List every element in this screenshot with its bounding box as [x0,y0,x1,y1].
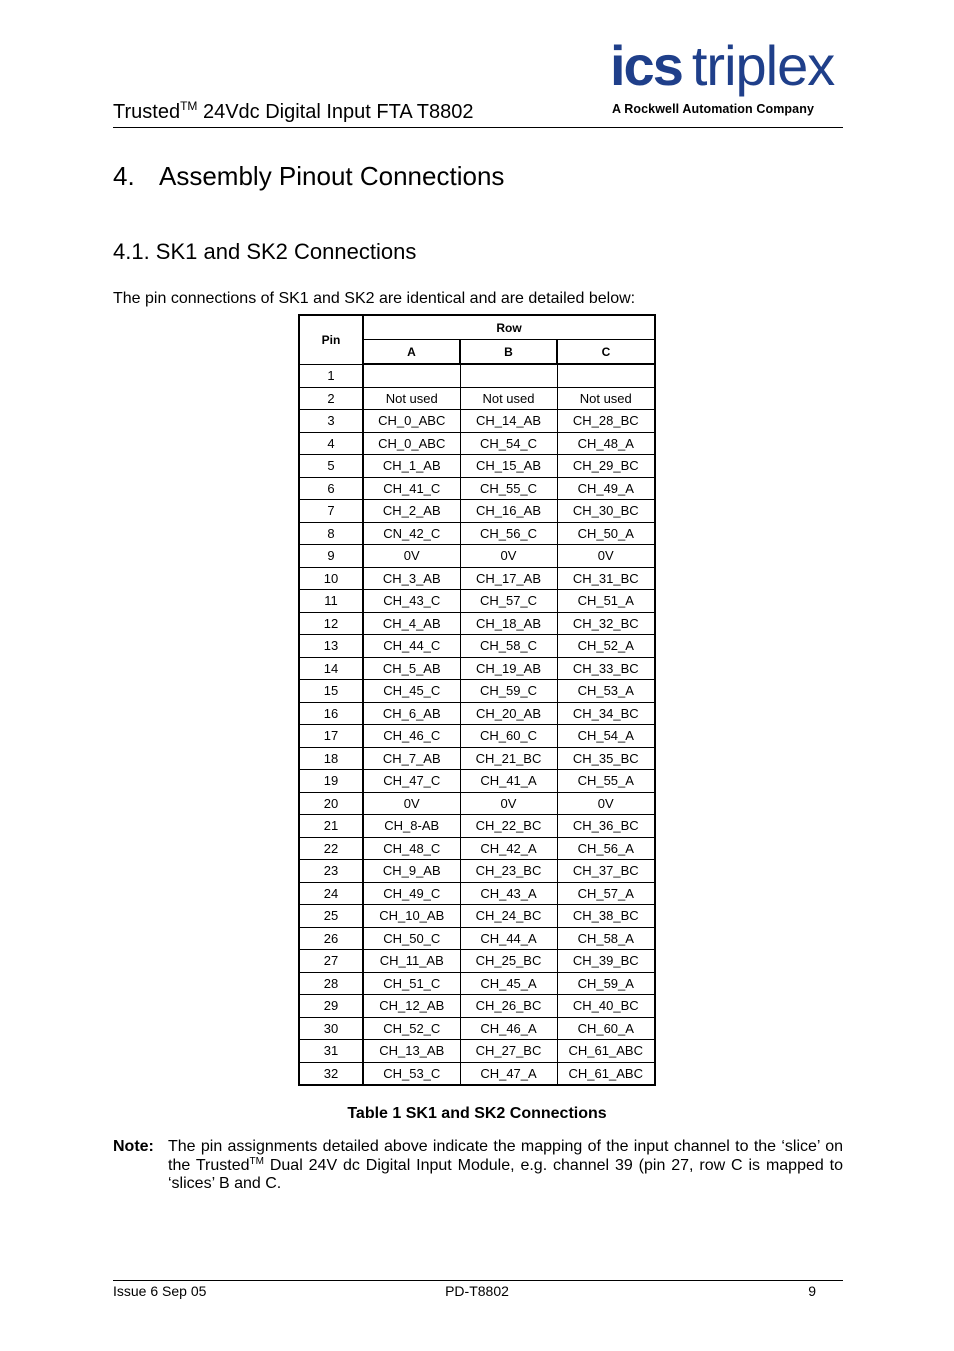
intro-paragraph: The pin connections of SK1 and SK2 are identical and are detailed below: [113,290,636,307]
row-c-cell: CH_51_A [557,590,655,613]
row-b-cell: CH_14_AB [460,410,557,433]
table-row [299,747,655,770]
pin-number-cell: 4 [299,432,363,455]
row-b-cell: CH_18_AB [460,612,557,635]
row-a-cell: 0V [363,792,460,815]
row-a-cell: CH_10_AB [363,905,460,928]
table-row [299,387,655,410]
table-row [299,972,655,995]
row-b-cell: CH_22_BC [460,815,557,838]
pin-number-cell: 27 [299,950,363,973]
table-row [299,567,655,590]
pin-number-cell: 20 [299,792,363,815]
row-b-cell: CH_45_A [460,972,557,995]
table-row [299,657,655,680]
note-trademark-superscript: TM [249,1155,264,1167]
pin-number-cell: 25 [299,905,363,928]
pin-number-cell: 14 [299,657,363,680]
table-row [299,477,655,500]
row-b-cell: 0V [460,792,557,815]
row-a-cell: CH_51_C [363,972,460,995]
pin-number-cell: 31 [299,1040,363,1063]
row-b-cell: Not used [460,387,557,410]
row-a-cell: Not used [363,387,460,410]
logo-ics: ics [610,34,682,97]
row-a-cell: CH_0_ABC [363,410,460,433]
pin-number-cell: 8 [299,522,363,545]
pin-number-cell: 29 [299,995,363,1018]
pin-number-cell: 17 [299,725,363,748]
pin-number-cell: 23 [299,860,363,883]
pin-number-cell: 15 [299,680,363,703]
section-heading [113,159,504,193]
row-c-cell: CH_38_BC [557,905,655,928]
table-row [299,455,655,478]
row-b-cell: CH_19_AB [460,657,557,680]
pin-number-cell: 18 [299,747,363,770]
row-a-cell: CH_44_C [363,635,460,658]
footer-issue: Issue 6 Sep 05 [113,1283,207,1299]
row-c-cell: CH_61_ABC [557,1062,655,1085]
row-c-cell: CH_29_BC [557,455,655,478]
row-c-cell: CH_36_BC [557,815,655,838]
row-a-cell: CH_0_ABC [363,432,460,455]
row-c-cell: CH_31_BC [557,567,655,590]
row-b-cell: CH_54_C [460,432,557,455]
pin-number-cell: 24 [299,882,363,905]
pin-number-cell: 5 [299,455,363,478]
table-row [299,702,655,725]
row-c-cell: CH_33_BC [557,657,655,680]
row-a-cell: CH_3_AB [363,567,460,590]
row-a-cell: CH_8-AB [363,815,460,838]
row-a-cell: CH_7_AB [363,747,460,770]
pin-number-cell: 3 [299,410,363,433]
row-b-cell: 0V [460,545,557,568]
row-c-cell: CH_34_BC [557,702,655,725]
pin-number-cell: 6 [299,477,363,500]
table-row [299,545,655,568]
pin-number-cell: 2 [299,387,363,410]
table-row [299,364,655,387]
row-c-cell: CH_53_A [557,680,655,703]
row-a-cell: CH_43_C [363,590,460,613]
note-label: Note: [113,1138,154,1155]
table-row [299,725,655,748]
table-row [299,590,655,613]
table-row [299,635,655,658]
table-row [299,522,655,545]
table-row [299,1062,655,1085]
logo-triplex: triplex [691,34,835,97]
row-b-cell: CH_43_A [460,882,557,905]
row-a-cell: CH_11_AB [363,950,460,973]
note-text-start: The pin assignments detailed above indicate the mapping of the input channel to the ‘slice’ on the Trusted [168,1138,843,1174]
row-b-cell: CH_58_C [460,635,557,658]
row-b-cell: CH_23_BC [460,860,557,883]
pin-number-cell: 22 [299,837,363,860]
pin-number-cell: 1 [299,364,363,387]
row-b-cell: CH_57_C [460,590,557,613]
note-text-end: Dual 24V dc Digital Input Module, e.g. channel 39 (pin 27, row C is mapped to ‘slices’ B and C. [168,1156,844,1192]
section-title: Assembly Pinout Connections [159,161,505,191]
table-row [299,927,655,950]
row-c-cell: CH_28_BC [557,410,655,433]
row-b-cell: CH_44_A [460,927,557,950]
row-c-cell: CH_55_A [557,770,655,793]
row-a-cell: CH_41_C [363,477,460,500]
row-c-cell [557,364,655,387]
row-b-cell: CH_16_AB [460,500,557,523]
table-row [299,837,655,860]
table-row [299,612,655,635]
row-a-cell [363,364,460,387]
row-b-cell: CH_42_A [460,837,557,860]
row-b-cell: CH_20_AB [460,702,557,725]
table-row [299,432,655,455]
pin-number-cell: 16 [299,702,363,725]
row-c-cell: CH_50_A [557,522,655,545]
row-a-cell: CH_48_C [363,837,460,860]
header-title [113,98,473,126]
row-c-cell: CH_56_A [557,837,655,860]
row-b-cell: CH_21_BC [460,747,557,770]
row-a-cell: CH_49_C [363,882,460,905]
ics-triplex-logo [610,34,844,120]
footer-page-number: 9 [808,1283,816,1299]
row-a-cell: CH_45_C [363,680,460,703]
row-c-cell: CH_35_BC [557,747,655,770]
row-b-cell: CH_59_C [460,680,557,703]
row-c-cell: CH_30_BC [557,500,655,523]
pin-number-cell: 21 [299,815,363,838]
pinout-table [298,314,656,1086]
row-c-cell: CH_61_ABC [557,1040,655,1063]
row-b-cell: CH_41_A [460,770,557,793]
table-row [299,815,655,838]
header-title-rest: 24Vdc Digital Input FTA T8802 [197,101,474,123]
table-row [299,995,655,1018]
pinout-table-body [299,364,655,1085]
section-number: 4. [113,161,135,191]
row-b-cell: CH_55_C [460,477,557,500]
row-b-cell: CH_26_BC [460,995,557,1018]
row-c-cell: CH_59_A [557,972,655,995]
pin-number-cell: 30 [299,1017,363,1040]
row-a-cell: CH_2_AB [363,500,460,523]
column-header-b: B [460,340,557,365]
column-header-a: A [363,340,460,365]
pin-number-cell: 9 [299,545,363,568]
row-b-cell: CH_27_BC [460,1040,557,1063]
row-c-cell: Not used [557,387,655,410]
table-caption: Table 1 SK1 and SK2 Connections [347,1105,607,1122]
row-b-cell [460,364,557,387]
row-c-cell: CH_52_A [557,635,655,658]
row-a-cell: CH_52_C [363,1017,460,1040]
column-header-c: C [557,340,655,365]
pin-column-header: Pin [299,315,363,364]
footer-rule [113,1280,843,1281]
row-b-cell: CH_56_C [460,522,557,545]
row-a-cell: CH_12_AB [363,995,460,1018]
row-a-cell: CN_42_C [363,522,460,545]
pin-number-cell: 10 [299,567,363,590]
row-a-cell: 0V [363,545,460,568]
row-a-cell: CH_9_AB [363,860,460,883]
row-c-cell: CH_37_BC [557,860,655,883]
trademark-superscript: TM [180,99,198,113]
table-row [299,500,655,523]
pin-number-cell: 13 [299,635,363,658]
table-row [299,950,655,973]
row-a-cell: CH_1_AB [363,455,460,478]
row-c-cell: CH_58_A [557,927,655,950]
row-a-cell: CH_50_C [363,927,460,950]
row-c-cell: CH_54_A [557,725,655,748]
table-row [299,882,655,905]
row-c-cell: CH_57_A [557,882,655,905]
table-row [299,680,655,703]
row-c-cell: CH_49_A [557,477,655,500]
row-b-cell: CH_24_BC [460,905,557,928]
row-c-cell: 0V [557,545,655,568]
pin-number-cell: 12 [299,612,363,635]
row-c-cell: CH_40_BC [557,995,655,1018]
row-a-cell: CH_47_C [363,770,460,793]
pin-number-cell: 11 [299,590,363,613]
row-a-cell: CH_46_C [363,725,460,748]
table-row [299,410,655,433]
row-a-cell: CH_5_AB [363,657,460,680]
row-a-cell: CH_13_AB [363,1040,460,1063]
table-row [299,905,655,928]
row-a-cell: CH_53_C [363,1062,460,1085]
row-c-cell: 0V [557,792,655,815]
header-title-main: Trusted [113,101,181,123]
row-b-cell: CH_17_AB [460,567,557,590]
row-group-header: Row [363,315,655,340]
pin-number-cell: 26 [299,927,363,950]
pin-number-cell: 19 [299,770,363,793]
row-c-cell: CH_39_BC [557,950,655,973]
row-b-cell: CH_46_A [460,1017,557,1040]
table-row [299,770,655,793]
subsection-heading: 4.1. SK1 and SK2 Connections [113,239,417,264]
footer-doc-id: PD-T8802 [445,1283,509,1299]
logo-wordmark [610,34,834,98]
table-row [299,1017,655,1040]
pin-number-cell: 32 [299,1062,363,1085]
row-c-cell: CH_60_A [557,1017,655,1040]
row-a-cell: CH_4_AB [363,612,460,635]
pin-number-cell: 7 [299,500,363,523]
row-b-cell: CH_25_BC [460,950,557,973]
table-row [299,1040,655,1063]
table-row [299,792,655,815]
logo-tagline: A Rockwell Automation Company [612,102,814,116]
table-row [299,860,655,883]
row-c-cell: CH_48_A [557,432,655,455]
row-b-cell: CH_47_A [460,1062,557,1085]
note-text [168,1138,843,1194]
row-c-cell: CH_32_BC [557,612,655,635]
row-b-cell: CH_60_C [460,725,557,748]
header-rule [113,127,843,128]
row-a-cell: CH_6_AB [363,702,460,725]
row-b-cell: CH_15_AB [460,455,557,478]
pin-number-cell: 28 [299,972,363,995]
